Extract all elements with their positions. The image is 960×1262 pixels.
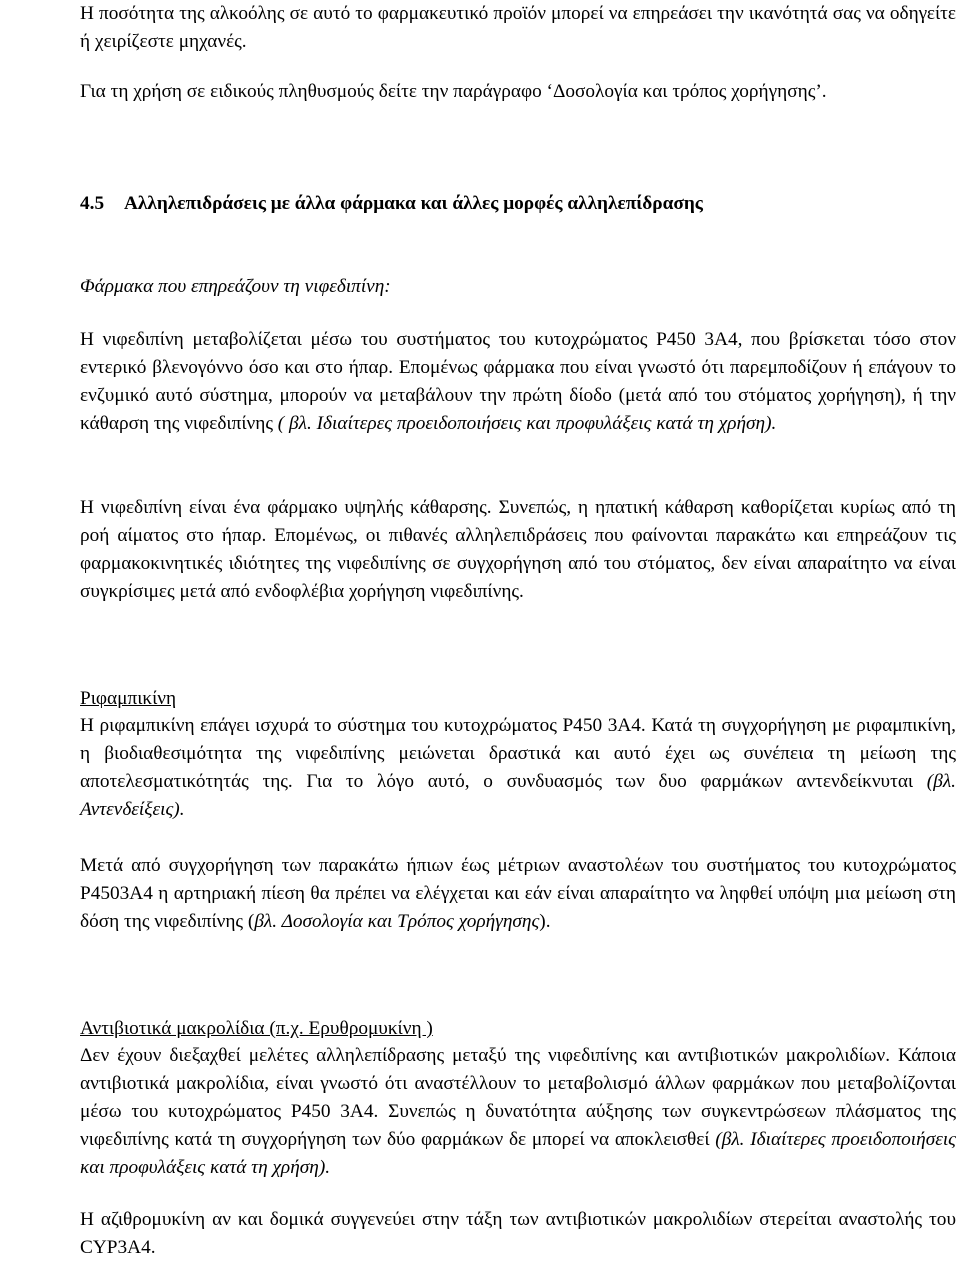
rifampicin-heading: Ριφαμπικίνη [80, 688, 177, 709]
section-subtitle: Φάρμακα που επηρεάζουν τη νιφεδιπίνη: [80, 276, 391, 297]
rifampicin-reference: (βλ. Αντενδείξεις). [80, 771, 956, 820]
special-populations-paragraph: Για τη χρήση σε ειδικούς πληθυσμούς δείτε την παράγραφο ‘Δοσολογία και τρόπος χορήγησης’. [80, 81, 827, 102]
inhibitors-text: Μετά από συγχορήγηση των παρακάτω ήπιων έως μέτριων αναστολέων του συστήματος του κυτοχρώματος P4503A4 η αρτηριακή πίεση θα πρέπει να ελέγχεται και εάν είναι απαραίτητο να ληφθεί υπόψη μια μείωση στη δόση της νιφεδιπίνης ( [80, 855, 956, 932]
inhibitors-paragraph [80, 852, 956, 936]
macrolides-heading: Αντιβιοτικά μακρολίδια (π.χ. Ερυθρομυκίνη ) [80, 1018, 433, 1039]
metabolism-text: Η νιφεδιπίνη μεταβολίζεται μέσω του συστήματος του κυτοχρώματος P450 3A4, που βρίσκεται τόσο στον εντερικό βλενογόννο όσο και στο ήπαρ. Επομένως φάρμακα που είναι γνωστό ότι παρεμποδίζουν ή επάγουν το ενζυμικό αυτό σύστημα, μπορούν να μεταβάλουν την πρώτη δίοδο (μετά από του στόματος χορήγηση), ή την κάθαρση της νιφεδιπίνης [80, 329, 956, 434]
rifampicin-text: Η ριφαμπικίνη επάγει ισχυρά το σύστημα του κυτοχρώματος P450 3A4. Κατά τη συγχορήγηση με ριφαμπικίνη, η βιοδιαθεσιμότητα της νιφεδιπίνης μειώνεται δραστικά και αυτό έχει ως συνέπεια τη μείωση της αποτελεσματικότητάς της. Για το λόγο αυτό, ο συνδυασμός των δυο φαρμάκων αντενδείκνυται [80, 715, 956, 792]
section-title: Αλληλεπιδράσεις με άλλα φάρμακα και άλλες μορφές αλληλεπίδρασης [124, 193, 703, 214]
macrolides-reference: (βλ. Ιδιαίτερες προειδοποιήσεις και προφυλάξεις κατά τη χρήση). [80, 1129, 956, 1178]
section-number: 4.5 [80, 193, 105, 214]
metabolism-reference: ( βλ. Ιδιαίτερες προειδοποιήσεις και προφυλάξεις κατά τη χρήση). [272, 413, 777, 434]
metabolism-paragraph [80, 326, 956, 438]
clearance-paragraph: Η νιφεδιπίνη είναι ένα φάρμακο υψηλής κάθαρσης. Συνεπώς, η ηπατική κάθαρση καθορίζεται κυρίως από τη ροή αίματος στο ήπαρ. Επομένως, οι πιθανές αλληλεπιδράσεις που φαίνονται παρακάτω και επηρεάζουν τις φαρμακοκινητικές ιδιότητες της νιφεδιπίνης σε συγχορήγηση από του στόματος, δεν είναι απαραίτητο να είναι συγκρίσιμες μετά από ενδοφλέβια χορήγηση νιφεδιπίνης. [80, 497, 956, 602]
inhibitors-close: ). [539, 911, 551, 932]
section-heading [80, 190, 956, 218]
macrolides-text: Δεν έχουν διεξαχθεί μελέτες αλληλεπίδρασης μεταξύ της νιφεδιπίνης και αντιβιοτικών μακρολιδίων. Κάποια αντιβιοτικά μακρολίδια, είναι γνωστό ότι αναστέλλουν το μεταβολισμό άλλων φαρμάκων που μεταβολίζονται μέσω του κυτοχρώματος P450 3A4. Συνεπώς η δυνατότητα αύξησης των συγκεντρώσεων πλάσματος της νιφεδιπίνης κατά τη συγχορήγηση των δύο φαρμάκων δε μπορεί να αποκλεισθεί [80, 1045, 956, 1150]
alcohol-paragraph: Η ποσότητα της αλκοόλης σε αυτό το φαρμακευτικό προϊόν μπορεί να επηρεάσει την ικανότητά σας να οδηγείτε ή χειρίζεστε μηχανές. [80, 3, 956, 52]
azithromycin-paragraph: Η αζιθρομυκίνη αν και δομικά συγγενεύει στην τάξη των αντιβιοτικών μακρολιδίων στερείται αναστολής του CYP3A4. [80, 1209, 956, 1258]
rifampicin-paragraph [80, 712, 956, 824]
inhibitors-reference: βλ. Δοσολογία και Τρόπος χορήγησης [254, 911, 540, 932]
macrolides-paragraph [80, 1042, 956, 1182]
